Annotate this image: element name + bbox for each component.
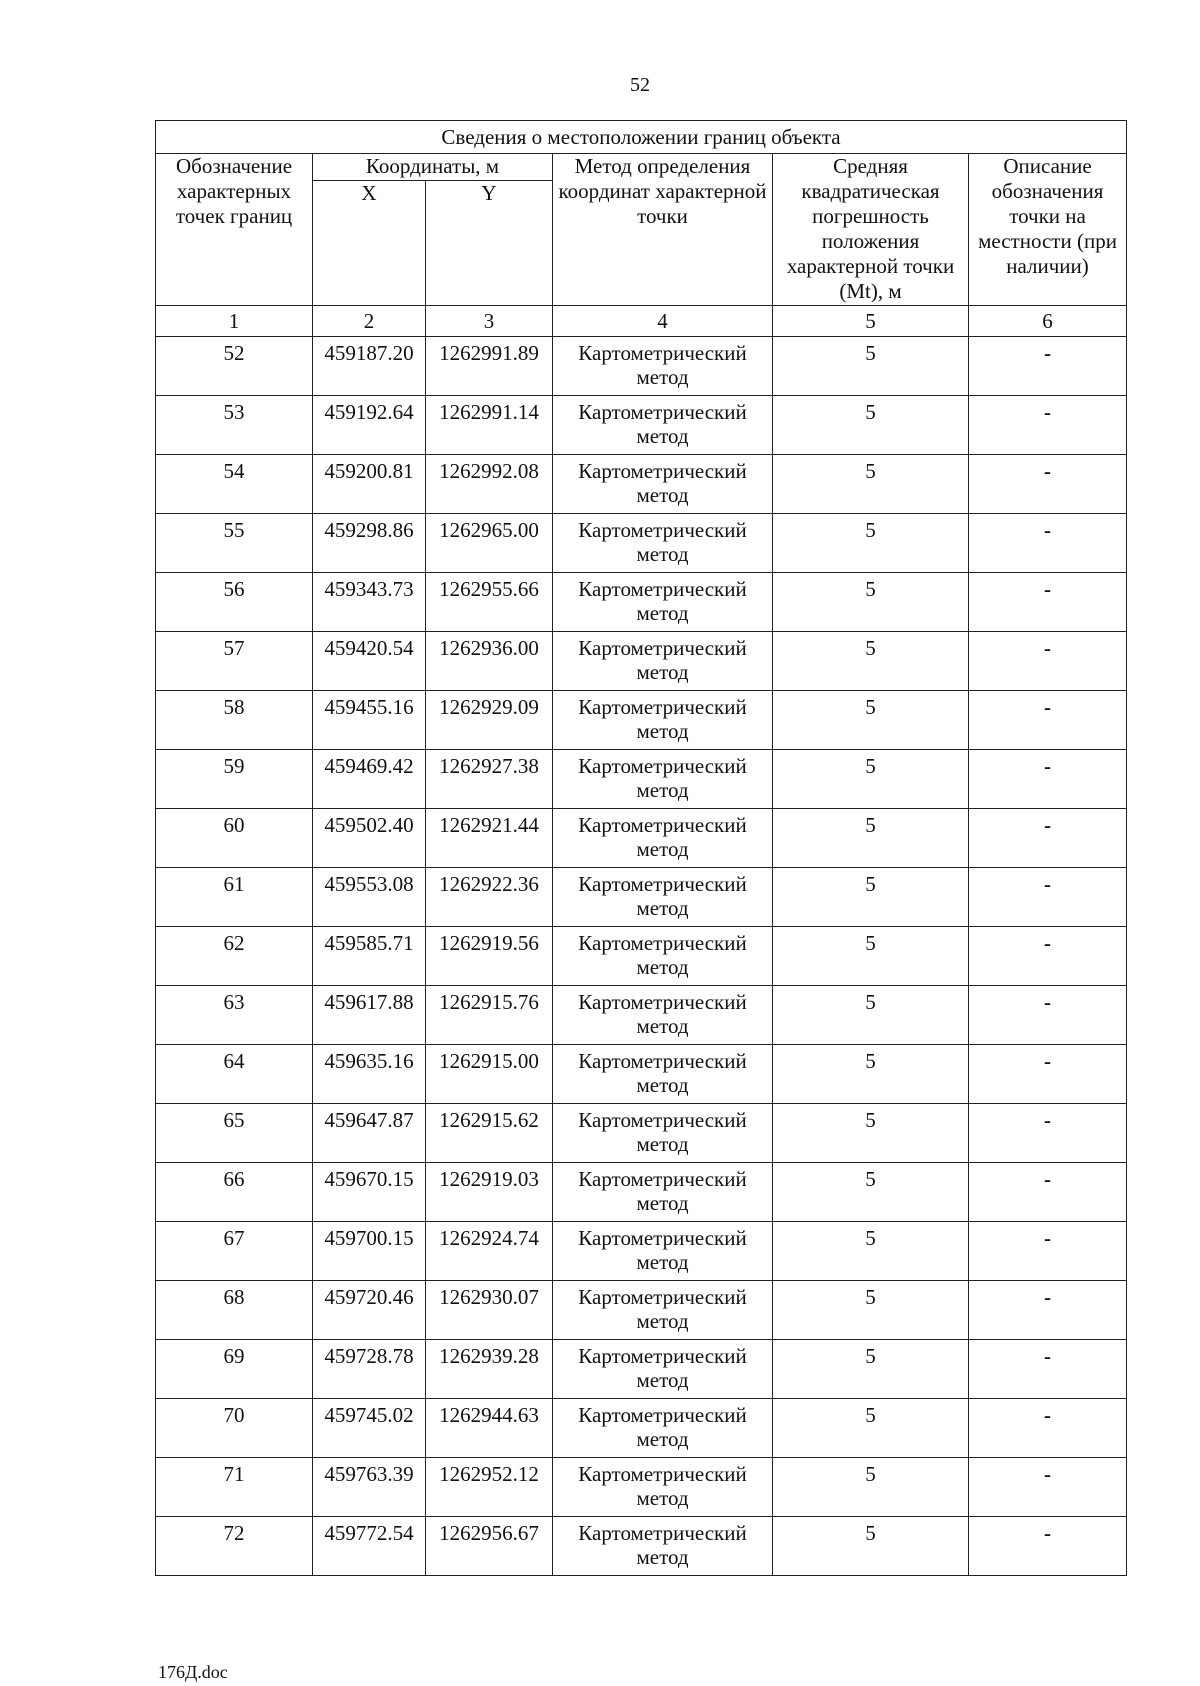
- cell-method: Картометрический метод: [553, 573, 773, 632]
- cell-method: Картометрический метод: [553, 868, 773, 927]
- cell-point: 61: [156, 868, 313, 927]
- cell-error: 5: [773, 396, 969, 455]
- table-row: [156, 1281, 1127, 1340]
- cell-y: 1262919.03: [426, 1163, 553, 1222]
- cell-y: 1262992.08: [426, 455, 553, 514]
- cell-method: Картометрический метод: [553, 1222, 773, 1281]
- cell-description: -: [969, 396, 1127, 455]
- cell-method: Картометрический метод: [553, 632, 773, 691]
- cell-method: Картометрический метод: [553, 809, 773, 868]
- cell-y: 1262921.44: [426, 809, 553, 868]
- table-row: [156, 514, 1127, 573]
- cell-x: 459745.02: [313, 1399, 426, 1458]
- table-row: [156, 1045, 1127, 1104]
- cell-y: 1262919.56: [426, 927, 553, 986]
- cell-x: 459720.46: [313, 1281, 426, 1340]
- cell-y: 1262965.00: [426, 514, 553, 573]
- cell-point: 67: [156, 1222, 313, 1281]
- cell-method: Картометрический метод: [553, 1281, 773, 1340]
- boundary-table: [155, 120, 1127, 1576]
- table-row: [156, 750, 1127, 809]
- table-row: [156, 927, 1127, 986]
- column-number: 2: [313, 306, 426, 337]
- cell-error: 5: [773, 868, 969, 927]
- cell-x: 459617.88: [313, 986, 426, 1045]
- cell-point: 66: [156, 1163, 313, 1222]
- header-point: Обозначение характерных точек границ: [156, 154, 313, 306]
- page-number: 52: [630, 74, 650, 96]
- column-number: 1: [156, 306, 313, 337]
- cell-y: 1262991.14: [426, 396, 553, 455]
- table-row: [156, 1458, 1127, 1517]
- cell-method: Картометрический метод: [553, 691, 773, 750]
- cell-description: -: [969, 573, 1127, 632]
- cell-y: 1262991.89: [426, 337, 553, 396]
- cell-point: 68: [156, 1281, 313, 1340]
- cell-x: 459502.40: [313, 809, 426, 868]
- cell-method: Картометрический метод: [553, 927, 773, 986]
- cell-x: 459585.71: [313, 927, 426, 986]
- table-row: [156, 396, 1127, 455]
- cell-error: 5: [773, 1163, 969, 1222]
- cell-y: 1262915.76: [426, 986, 553, 1045]
- cell-y: 1262936.00: [426, 632, 553, 691]
- cell-y: 1262929.09: [426, 691, 553, 750]
- cell-description: -: [969, 691, 1127, 750]
- cell-point: 63: [156, 986, 313, 1045]
- table-row: [156, 691, 1127, 750]
- cell-description: -: [969, 809, 1127, 868]
- cell-error: 5: [773, 1104, 969, 1163]
- cell-error: 5: [773, 514, 969, 573]
- header-x: X: [313, 181, 426, 306]
- table-row: [156, 632, 1127, 691]
- column-number: 4: [553, 306, 773, 337]
- cell-description: -: [969, 986, 1127, 1045]
- cell-method: Картометрический метод: [553, 1458, 773, 1517]
- cell-point: 59: [156, 750, 313, 809]
- cell-description: -: [969, 1104, 1127, 1163]
- cell-description: -: [969, 868, 1127, 927]
- cell-x: 459670.15: [313, 1163, 426, 1222]
- cell-error: 5: [773, 1458, 969, 1517]
- cell-description: -: [969, 1399, 1127, 1458]
- cell-y: 1262922.36: [426, 868, 553, 927]
- cell-description: -: [969, 1045, 1127, 1104]
- cell-y: 1262924.74: [426, 1222, 553, 1281]
- cell-method: Картометрический метод: [553, 1340, 773, 1399]
- header-y: Y: [426, 181, 553, 306]
- cell-point: 69: [156, 1340, 313, 1399]
- footer-filename: 176Д.doc: [158, 1662, 228, 1682]
- table-row: [156, 573, 1127, 632]
- cell-error: 5: [773, 1281, 969, 1340]
- table-row: [156, 455, 1127, 514]
- cell-y: 1262930.07: [426, 1281, 553, 1340]
- cell-error: 5: [773, 750, 969, 809]
- table-row: [156, 1222, 1127, 1281]
- cell-error: 5: [773, 927, 969, 986]
- cell-method: Картометрический метод: [553, 986, 773, 1045]
- cell-description: -: [969, 1458, 1127, 1517]
- cell-description: -: [969, 1222, 1127, 1281]
- cell-y: 1262915.62: [426, 1104, 553, 1163]
- cell-method: Картометрический метод: [553, 1163, 773, 1222]
- cell-description: -: [969, 337, 1127, 396]
- cell-description: -: [969, 927, 1127, 986]
- cell-x: 459772.54: [313, 1517, 426, 1576]
- cell-x: 459343.73: [313, 573, 426, 632]
- cell-error: 5: [773, 632, 969, 691]
- column-number: 5: [773, 306, 969, 337]
- cell-method: Картометрический метод: [553, 1399, 773, 1458]
- column-number: 3: [426, 306, 553, 337]
- cell-x: 459647.87: [313, 1104, 426, 1163]
- cell-y: 1262956.67: [426, 1517, 553, 1576]
- table-row: [156, 809, 1127, 868]
- cell-x: 459298.86: [313, 514, 426, 573]
- cell-x: 459763.39: [313, 1458, 426, 1517]
- cell-error: 5: [773, 573, 969, 632]
- cell-y: 1262939.28: [426, 1340, 553, 1399]
- cell-error: 5: [773, 455, 969, 514]
- cell-x: 459700.15: [313, 1222, 426, 1281]
- cell-y: 1262955.66: [426, 573, 553, 632]
- cell-method: Картометрический метод: [553, 1517, 773, 1576]
- cell-point: 54: [156, 455, 313, 514]
- cell-point: 58: [156, 691, 313, 750]
- cell-description: -: [969, 1340, 1127, 1399]
- table-row: [156, 868, 1127, 927]
- cell-error: 5: [773, 1340, 969, 1399]
- column-number: 6: [969, 306, 1127, 337]
- cell-x: 459728.78: [313, 1340, 426, 1399]
- cell-point: 52: [156, 337, 313, 396]
- cell-method: Картометрический метод: [553, 750, 773, 809]
- cell-point: 72: [156, 1517, 313, 1576]
- cell-point: 57: [156, 632, 313, 691]
- cell-method: Картометрический метод: [553, 337, 773, 396]
- table-row: [156, 1104, 1127, 1163]
- cell-point: 56: [156, 573, 313, 632]
- cell-method: Картометрический метод: [553, 396, 773, 455]
- cell-x: 459187.20: [313, 337, 426, 396]
- table-row: [156, 1340, 1127, 1399]
- cell-x: 459420.54: [313, 632, 426, 691]
- cell-description: -: [969, 455, 1127, 514]
- cell-x: 459455.16: [313, 691, 426, 750]
- cell-description: -: [969, 750, 1127, 809]
- cell-y: 1262952.12: [426, 1458, 553, 1517]
- cell-point: 62: [156, 927, 313, 986]
- cell-point: 65: [156, 1104, 313, 1163]
- cell-x: 459553.08: [313, 868, 426, 927]
- table-row: [156, 1163, 1127, 1222]
- cell-x: 459200.81: [313, 455, 426, 514]
- cell-description: -: [969, 1163, 1127, 1222]
- cell-error: 5: [773, 1222, 969, 1281]
- cell-error: 5: [773, 1045, 969, 1104]
- table-row: [156, 986, 1127, 1045]
- cell-y: 1262927.38: [426, 750, 553, 809]
- header-row: [156, 154, 1127, 181]
- table-row: [156, 337, 1127, 396]
- cell-error: 5: [773, 1399, 969, 1458]
- header-error: Средняя квадратическая погрешность положения характерной точки (Mt), м: [773, 154, 969, 306]
- cell-point: 71: [156, 1458, 313, 1517]
- cell-point: 55: [156, 514, 313, 573]
- cell-point: 64: [156, 1045, 313, 1104]
- cell-method: Картометрический метод: [553, 455, 773, 514]
- cell-method: Картометрический метод: [553, 1104, 773, 1163]
- cell-point: 70: [156, 1399, 313, 1458]
- cell-method: Картометрический метод: [553, 1045, 773, 1104]
- cell-description: -: [969, 632, 1127, 691]
- table-title: Сведения о местоположении границ объекта: [156, 121, 1127, 154]
- header-method: Метод определения координат характерной точки: [553, 154, 773, 306]
- cell-error: 5: [773, 809, 969, 868]
- cell-description: -: [969, 1517, 1127, 1576]
- table-body: [156, 121, 1127, 1576]
- column-number-row: [156, 306, 1127, 337]
- table-row: [156, 1517, 1127, 1576]
- cell-description: -: [969, 514, 1127, 573]
- cell-x: 459192.64: [313, 396, 426, 455]
- cell-method: Картометрический метод: [553, 514, 773, 573]
- cell-point: 53: [156, 396, 313, 455]
- cell-error: 5: [773, 986, 969, 1045]
- table-row: [156, 1399, 1127, 1458]
- cell-error: 5: [773, 337, 969, 396]
- cell-description: -: [969, 1281, 1127, 1340]
- cell-point: 60: [156, 809, 313, 868]
- cell-x: 459635.16: [313, 1045, 426, 1104]
- cell-x: 459469.42: [313, 750, 426, 809]
- cell-error: 5: [773, 691, 969, 750]
- cell-y: 1262944.63: [426, 1399, 553, 1458]
- header-coords: Координаты, м: [313, 154, 553, 181]
- header-description: Описание обозначения точки на местности (при наличии): [969, 154, 1127, 306]
- table-title-row: [156, 121, 1127, 154]
- cell-y: 1262915.00: [426, 1045, 553, 1104]
- cell-error: 5: [773, 1517, 969, 1576]
